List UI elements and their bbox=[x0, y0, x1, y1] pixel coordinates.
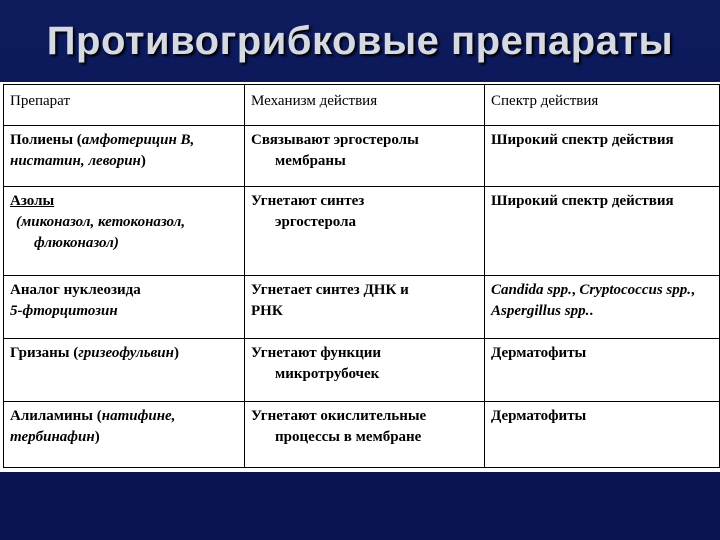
cell-spectrum: Дерматофиты bbox=[485, 402, 720, 468]
table-sheet bbox=[0, 82, 720, 472]
bottom-band bbox=[0, 472, 720, 540]
slide-title: Противогрибковые препараты bbox=[46, 18, 674, 63]
drug-name: Гризаны bbox=[10, 345, 70, 361]
header-drug: Препарат bbox=[4, 85, 245, 126]
drug-examples: амфотерицин В, нистатин, леворин bbox=[10, 132, 195, 169]
table-row bbox=[4, 126, 720, 187]
cell-drug: Алиламины (натифине, тербинафин) bbox=[4, 402, 245, 468]
cell-mechanism: Угнетает синтез ДНК и РНК bbox=[245, 276, 485, 339]
table-header-row bbox=[4, 85, 720, 126]
table-row bbox=[4, 276, 720, 339]
cell-mechanism: Угнетают функции микротрубочек bbox=[245, 339, 485, 402]
drug-name: Алиламины bbox=[10, 408, 94, 424]
table-row bbox=[4, 402, 720, 468]
cell-mechanism: Связывают эргостеролы мембраны bbox=[245, 126, 485, 187]
cell-spectrum: Candida spp., Cryptococcus spp., Aspergillus spp.. bbox=[485, 276, 720, 339]
drug-name: Полиены bbox=[10, 132, 74, 148]
drug-examples: (миконазол, кетоконазол, bbox=[16, 214, 186, 230]
table-row bbox=[4, 339, 720, 402]
cell-drug: Азолы (миконазол, кетоконазол, флюконазол) bbox=[4, 187, 245, 276]
cell-drug: Полиены (амфотерицин В, нистатин, леворин) bbox=[4, 126, 245, 187]
cell-mechanism: Угнетают окислительные процессы в мембране bbox=[245, 402, 485, 468]
header-spectrum: Спектр действия bbox=[485, 85, 720, 126]
header-mechanism: Механизм действия bbox=[245, 85, 485, 126]
cell-mechanism: Угнетают синтез эргостерола bbox=[245, 187, 485, 276]
drug-name: Аналог нуклеозида bbox=[10, 282, 141, 298]
cell-drug: Гризаны (гризеофульвин) bbox=[4, 339, 245, 402]
table-row bbox=[4, 187, 720, 276]
antifungal-table bbox=[3, 84, 720, 468]
cell-spectrum: Широкий спектр действия bbox=[485, 187, 720, 276]
drug-name: Азолы bbox=[10, 193, 55, 209]
drug-examples: гризеофульвин bbox=[78, 345, 174, 361]
cell-spectrum: Дерматофиты bbox=[485, 339, 720, 402]
drug-examples: 5-фторцитозин bbox=[10, 303, 118, 319]
cell-drug bbox=[4, 276, 245, 339]
cell-spectrum: Широкий спектр действия bbox=[485, 126, 720, 187]
drug-examples: натифине, тербинафин bbox=[10, 408, 176, 445]
